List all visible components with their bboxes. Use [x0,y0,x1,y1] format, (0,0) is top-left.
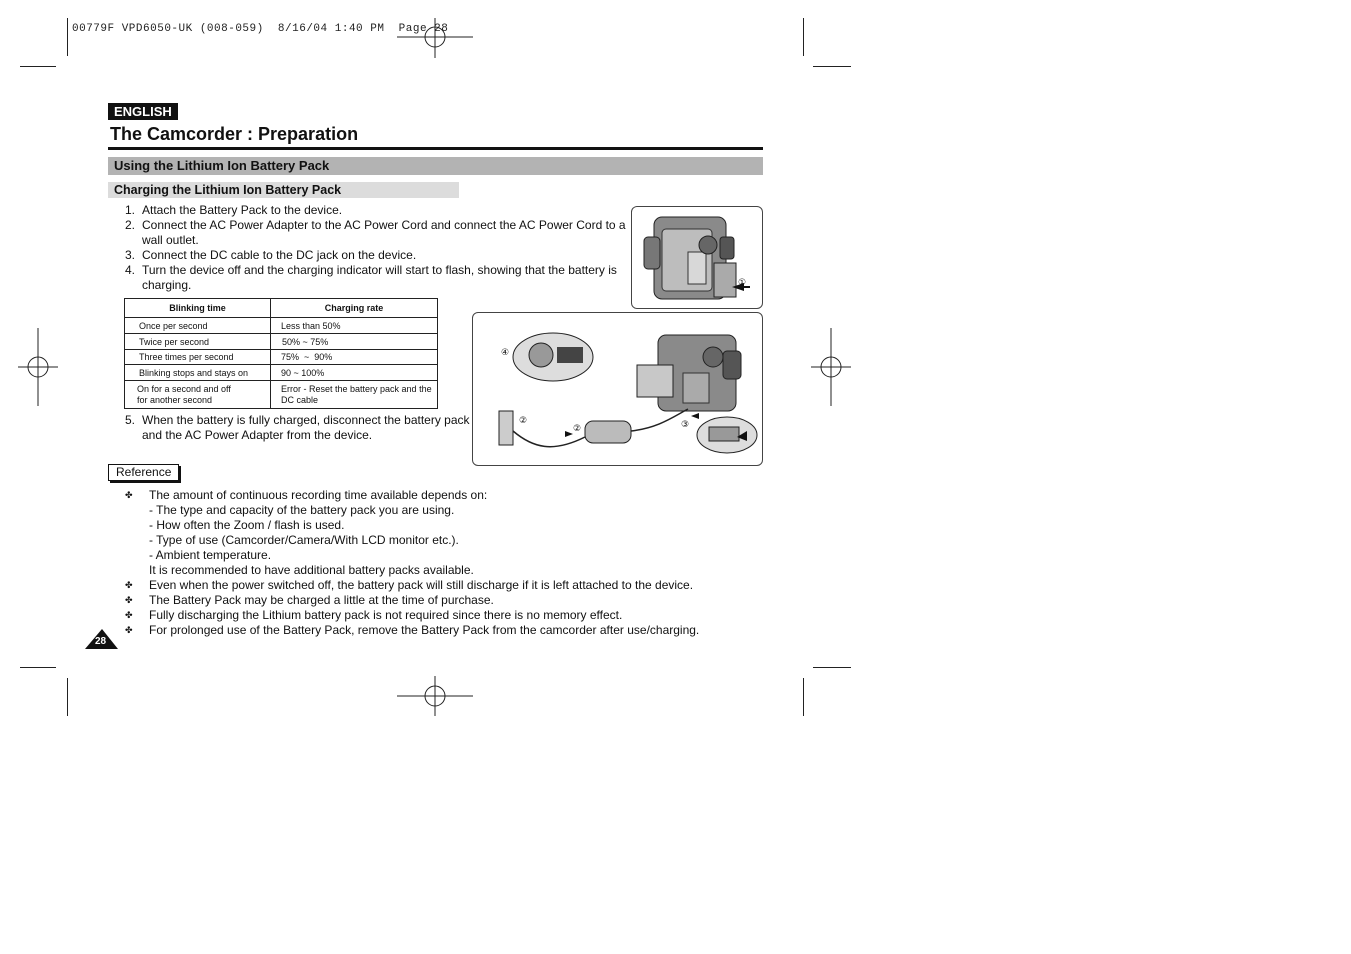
blink-line: On for a second and off [137,383,231,394]
rate-line: DC cable [281,394,319,405]
table-row [125,365,438,381]
crop-mark [803,18,804,56]
charging-setup-image [473,313,762,465]
step-text: wall outlet. [142,233,199,247]
note-sub-item: - How often the Zoom / flash is used. [149,518,345,532]
step-5 [125,413,470,445]
note-sub-item: - Ambient temperature. [149,548,272,562]
note-text: The Battery Pack may be charged a little at the time of purchase. [149,593,494,607]
crop-mark [803,678,804,716]
callout-2: ② [519,415,528,425]
rate-line: Error - Reset the battery pack and the [281,383,432,394]
note-text: For prolonged use of the Battery Pack, remove the Battery Pack from the camcorder after use/charging. [149,623,700,637]
camcorder-image [632,207,762,308]
note-sub-item: - Type of use (Camcorder/Camera/With LCD monitor etc.). [149,533,459,547]
step-text: Turn the device off and the charging indicator will start to flash, showing that the battery is [142,263,617,277]
rate-cell: Less than 50% [271,318,438,334]
charging-setup-illustration [472,312,763,466]
step-text: Connect the AC Power Adapter to the AC Power Cord and connect the AC Power Cord to a [142,218,626,232]
rate-cell: 90 ~ 100% [271,365,438,381]
bullet-icon: ✤ [125,580,133,590]
table-row [125,318,438,334]
blink-cell: Twice per second [125,334,271,350]
step-number: 2. [125,218,136,232]
bullet-icon: ✤ [125,595,133,605]
note-text: Fully discharging the Lithium battery pack is not required since there is no memory effect. [149,608,623,622]
blink-cell: Three times per second [125,350,271,365]
step-number: 1. [125,203,136,217]
header-charging-rate: Charging rate [271,299,438,318]
registration-mark [397,18,473,58]
step-4 [125,263,625,295]
blink-cell: Once per second [125,318,271,334]
language-badge: ENGLISH [108,103,178,120]
callout-1: ① [738,277,747,287]
rate-cell: 75% ~ 90% [271,350,438,365]
step-text: charging. [142,278,192,292]
bullet-icon: ✤ [125,610,133,620]
blink-line: for another second [137,394,213,405]
table-row [125,381,438,409]
step-number: 4. [125,263,136,277]
step-text: and the AC Power Adapter from the device. [142,428,373,442]
step-2 [125,218,625,250]
callout-2: ② [573,423,582,433]
callout-4: ④ [501,347,510,357]
registration-mark [18,328,58,406]
crop-mark [67,678,68,716]
crop-mark [813,66,851,67]
blink-cell [125,381,271,409]
note-text: The amount of continuous recording time available depends on: [149,488,488,502]
title-rule [108,147,763,150]
step-text: Connect the DC cable to the DC jack on the device. [142,248,417,262]
table-header-row [125,299,438,318]
bullet-icon: ✤ [125,625,133,635]
table-row [125,334,438,350]
page-title: The Camcorder : Preparation [110,124,359,144]
reference-label: Reference [108,464,179,481]
bullet-icon: ✤ [125,490,133,500]
header-blinking-time: Blinking time [125,299,271,318]
table-row [125,350,438,365]
crop-mark [813,667,851,668]
rate-cell: 50% ~ 75% [271,334,438,350]
step-1 [125,203,625,219]
step-text: Attach the Battery Pack to the device. [142,203,343,217]
charging-rate-table [124,298,438,409]
subsection-title: Charging the Lithium Ion Battery Pack [108,182,459,198]
note-text: It is recommended to have additional battery packs available. [149,563,474,577]
page-number: 28 [95,636,107,647]
section-title: Using the Lithium Ion Battery Pack [108,157,763,175]
blink-cell: Blinking stops and stays on [125,365,271,381]
registration-mark [811,328,851,406]
crop-mark [20,66,56,67]
note-text: Even when the power switched off, the battery pack will still discharge if it is left attached to the device. [149,578,694,592]
note-sub-item: - The type and capacity of the battery pack you are using. [149,503,455,517]
crop-mark [20,667,56,668]
battery-attach-illustration [631,206,763,309]
callout-3: ③ [681,419,690,429]
step-number: 3. [125,248,136,262]
registration-mark [397,676,473,716]
step-text: When the battery is fully charged, disconnect the battery pack [142,413,470,427]
crop-mark [67,18,68,56]
step-number: 5. [125,413,136,427]
step-3 [125,248,625,264]
print-info: 00779F VPD6050-UK (008-059) 8/16/04 1:40 PM Page 28 [72,23,449,35]
rate-cell [271,381,438,409]
